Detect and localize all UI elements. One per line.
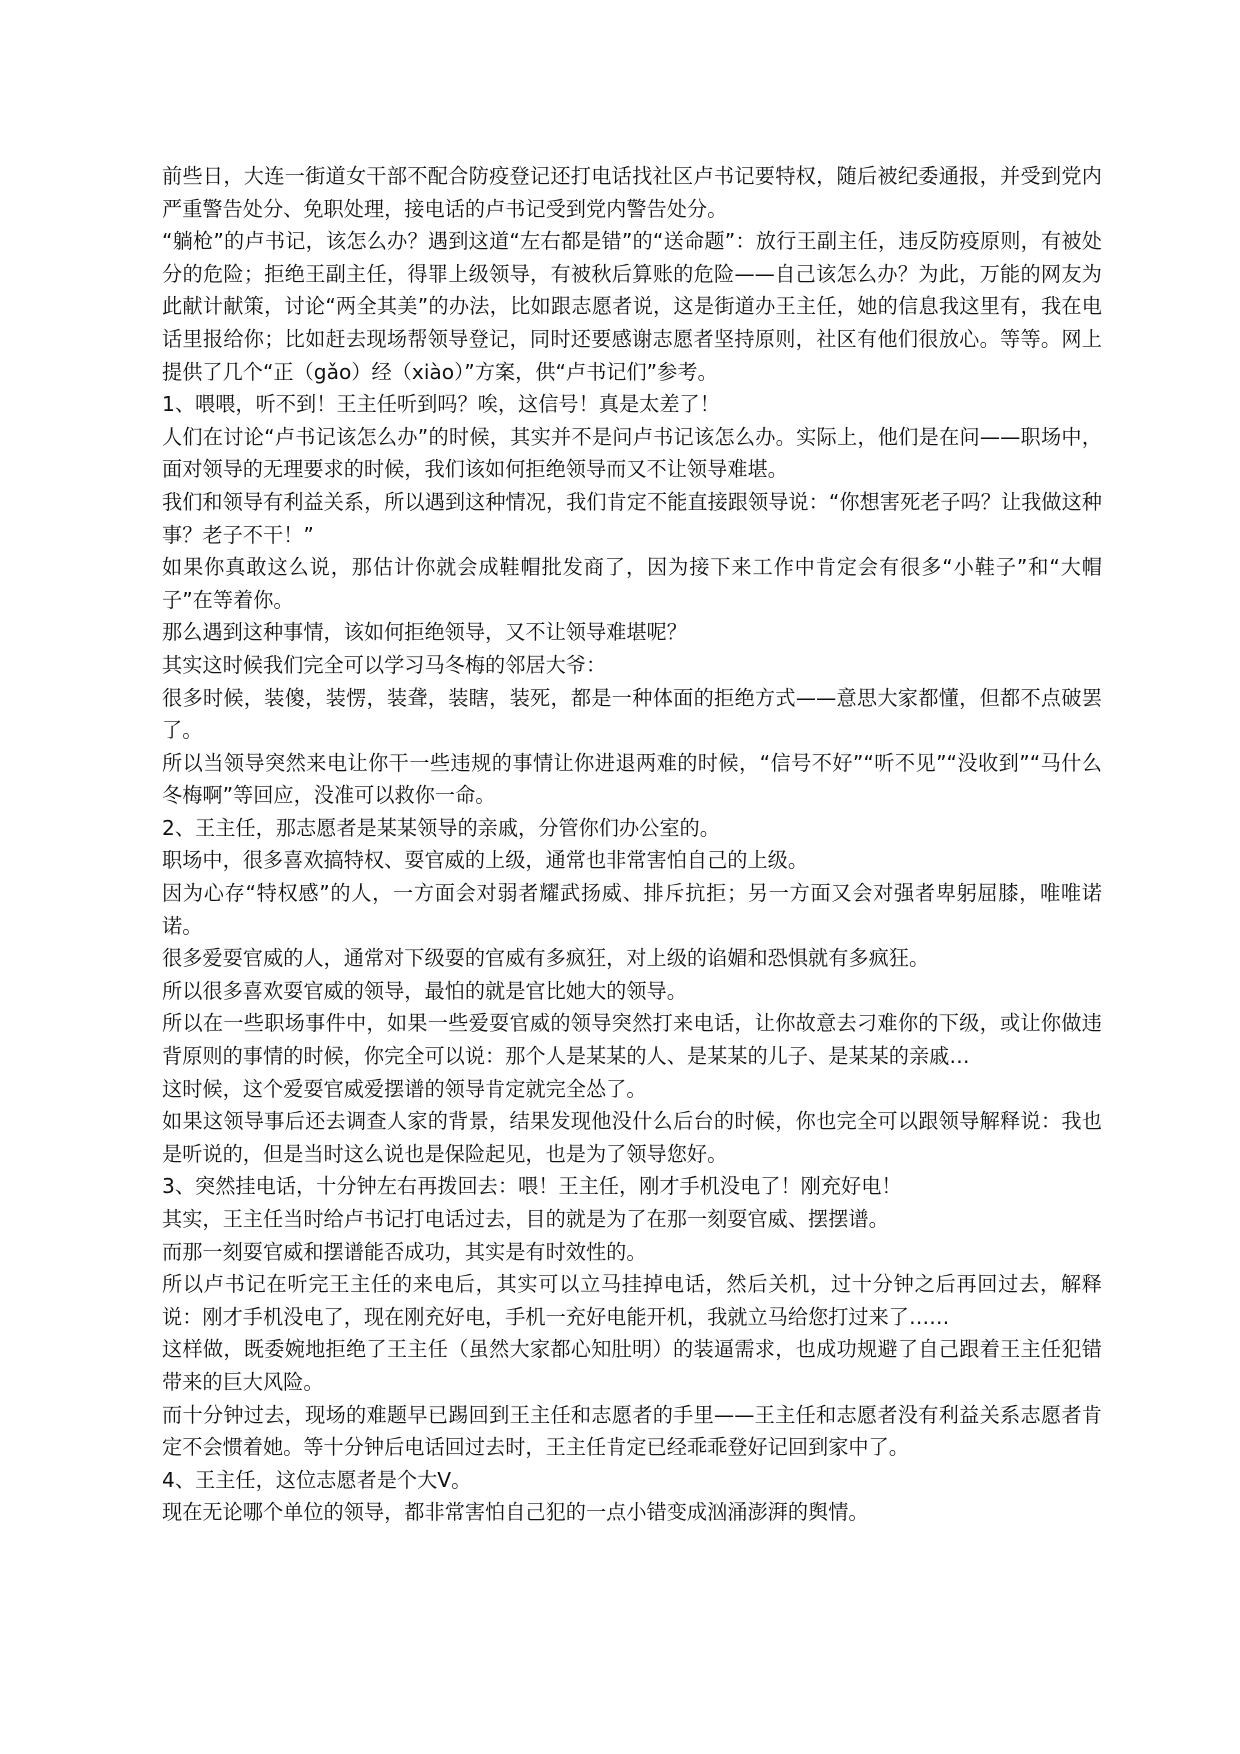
paragraph: “躺枪”的卢书记，该怎么办？遇到这道“左右都是错”的“送命题”：放行王副主任，违反防疫原则，有被处分的危险；拒绝王副主任，得罪上级领导，有被秋后算账的危险——自己该怎么办？为此，万能的网友为此献计献策，讨论“两全其美”的办法，比如跟志愿者说，这是街道办王主任，她的信息我这里有，我在电话里报给你；比如赶去现场帮领导登记，同时还要感谢志愿者坚持原则，社区有他们很放心。等等。网上提供了几个“正（gǎo）经（xiào）”方案，供“卢书记们”参考。 [162,229,1102,384]
paragraph: 很多时候，装傻，装愣，装聋，装瞎，装死，都是一种体面的拒绝方式——意思大家都懂，但都不点破罢了。 [162,685,1102,743]
paragraph: 其实这时候我们完全可以学习马冬梅的邻居大爷： [162,652,607,677]
paragraph: 3、突然挂电话，十分钟左右再拨回去：喂！王主任，刚才手机没电了！刚充好电！ [162,1174,902,1199]
paragraph: 这时候，这个爱耍官威爱摆谱的领导肯定就完全怂了。 [162,1076,647,1101]
paragraph: 如果你真敢这么说，那估计你就会成鞋帽批发商了，因为接下来工作中肯定会有很多“小鞋子”和“大帽子”在等着你。 [162,555,1102,612]
paragraph: 4、王主任，这位志愿者是个大V。 [162,1467,472,1492]
paragraph: 这样做，既委婉地拒绝了王主任（虽然大家都心知肚明）的装逼需求，也成功规避了自己跟着王主任犯错带来的巨大风险。 [162,1337,1102,1394]
paragraph: 而十分钟过去，现场的难题早已踢回到王主任和志愿者的手里——王主任和志愿者没有利益关系志愿者肯定不会惯着她。等十分钟后电话回过去时，王主任肯定已经乖乖登好记回到家中了。 [162,1402,1102,1460]
paragraph: 2、王主任，那志愿者是某某领导的亲戚，分管你们办公室的。 [162,815,720,840]
paragraph: 1、喂喂，听不到！王主任听到吗？唉，这信号！真是太差了！ [162,392,720,417]
paragraph: 前些日，大连一街道女干部不配合防疫登记还打电话找社区卢书记要特权，随后被纪委通报，并受到党内严重警告处分、免职处理，接电话的卢书记受到党内警告处分。 [162,164,1102,221]
paragraph: 我们和领导有利益关系，所以遇到这种情况，我们肯定不能直接跟领导说：“你想害死老子吗？让我做这种事？老子不干！” [162,489,1102,547]
document-body [162,160,1102,1529]
paragraph: 所以当领导突然来电让你干一些违规的事情让你进退两难的时候，“信号不好”“听不见”“没收到”“马什么冬梅啊”等回应，没准可以救你一命。 [162,750,1102,808]
paragraph: 人们在讨论“卢书记该怎么办”的时候，其实并不是问卢书记该怎么办。实际上，他们是在问——职场中，面对领导的无理要求的时候，我们该如何拒绝领导而又不让领导难堪。 [162,424,1102,482]
paragraph: 所以卢书记在听完王主任的来电后，其实可以立马挂掉电话，然后关机，过十分钟之后再回过去，解释说：刚才手机没电了，现在刚充好电，手机一充好电能开机，我就立马给您打过来了…… [162,1272,1102,1329]
paragraph: 现在无论哪个单位的领导，都非常害怕自己犯的一点小错变成汹涌澎湃的舆情。 [162,1500,869,1525]
paragraph: 所以很多喜欢耍官威的领导，最怕的就是官比她大的领导。 [162,978,687,1003]
paragraph: 如果这领导事后还去调查人家的背景，结果发现他没什么后台的时候，你也完全可以跟领导解释说：我也是听说的，但是当时这么说也是保险起见，也是为了领导您好。 [162,1109,1102,1166]
paragraph: 很多爱耍官威的人，通常对下级耍的官威有多疯狂，对上级的谄媚和恐惧就有多疯狂。 [162,946,930,971]
paragraph: 所以在一些职场事件中，如果一些爱耍官威的领导突然打来电话，让你故意去刁难你的下级，或让你做违背原则的事情的时候，你完全可以说：那个人是某某的人、是某某的儿子、是某某的亲戚… [162,1011,1102,1069]
paragraph: 那么遇到这种事情，该如何拒绝领导，又不让领导难堪呢？ [162,620,687,645]
paragraph: 因为心存“特权感”的人，一方面会对弱者耀武扬威、排斥抗拒；另一方面又会对强者卑躬屈膝，唯唯诺诺。 [162,881,1102,938]
paragraph: 职场中，很多喜欢搞特权、耍官威的上级，通常也非常害怕自己的上级。 [162,848,809,873]
paragraph: 而那一刻耍官威和摆谱能否成功，其实是有时效性的。 [162,1239,647,1264]
paragraph: 其实，王主任当时给卢书记打电话过去，目的就是为了在那一刻耍官威、摆摆谱。 [162,1207,889,1231]
